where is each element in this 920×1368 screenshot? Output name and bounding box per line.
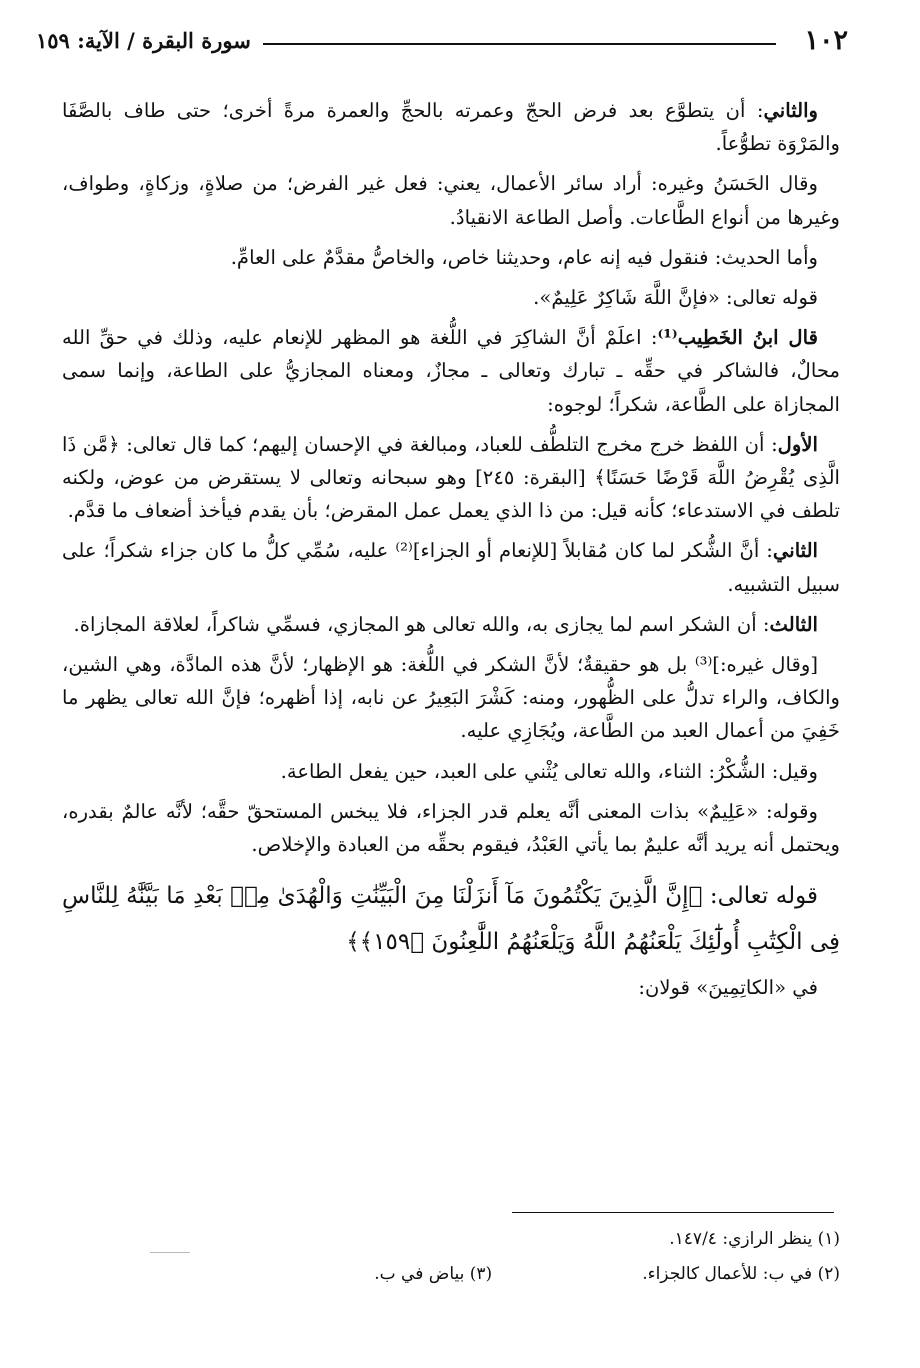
page-number: ١٠٢ bbox=[804, 24, 848, 56]
page-header bbox=[36, 20, 848, 60]
paragraph-lead: والثاني bbox=[763, 99, 818, 122]
paragraph bbox=[62, 755, 840, 788]
paragraph-text: وقوله: «عَلِيمٌ» بذات المعنى أنَّه يعلم قدر الجزاء، فلا يبخس المستحقّ حقَّه؛ لأنَّه عالمٌ بقدره، ويحتمل أنه يريد أنَّه عليمٌ بما يأتي العَبْدُ، فيقوم بحقِّه من العبادة والإخلاص. bbox=[62, 799, 840, 857]
surah-title: سورة البقرة / الآية: ١٥٩ bbox=[36, 27, 251, 53]
paragraph bbox=[62, 795, 840, 861]
paragraph-text: قوله تعالى: «فإنَّ اللَّهَ شَاكِرٌ عَلِيمٌ». bbox=[533, 286, 818, 310]
verse-intro: قوله تعالى: bbox=[702, 883, 818, 910]
footnote-rule bbox=[512, 1212, 834, 1213]
paragraph-text: : أنَّ الشُّكر لما كان مُقابلاً [للإنعام أو الجزاء]⁽²⁾ عليه، سُمِّي كلُّ ما كان جزاء شكراً؛ على سبيل التشبيه. bbox=[62, 539, 840, 596]
paragraph bbox=[62, 167, 840, 233]
footnote-1: (١) ينظر الرازي: ١٤٧/٤. bbox=[669, 1229, 840, 1249]
footnote-row bbox=[200, 1257, 840, 1292]
paragraph-lead: الأول bbox=[777, 432, 818, 456]
paragraph bbox=[62, 648, 840, 748]
paragraph bbox=[62, 94, 840, 160]
paragraph bbox=[62, 321, 840, 421]
paragraph-text: وأما الحديث: فنقول فيه إنه عام، وحديثنا خاص، والخاصُّ مقدَّمٌ على العامِّ. bbox=[230, 245, 818, 269]
paragraph-lead: قال ابنُ الخَطِيب⁽¹⁾ bbox=[657, 326, 819, 350]
header-rule bbox=[263, 43, 777, 45]
footnotes bbox=[200, 1222, 840, 1292]
paragraph-text: وقيل: الشُّكْرُ: الثناء، والله تعالى يُثْني على العبد، حين يفعل الطاعة. bbox=[280, 759, 818, 783]
paragraph-text: : أن الشكر اسم لما يجازى به، والله تعالى هو المجازي، فسمِّي شاكراً، لعلاقة المجازاة. bbox=[73, 612, 770, 636]
scan-mark bbox=[150, 1252, 190, 1253]
footnote-3: (٣) بياض في ب. bbox=[374, 1264, 493, 1284]
paragraph-text: : اعلَمْ أنَّ الشاكِرَ في اللُّغة هو المظهر للإنعام عليه، وذلك في حقِّ الله محالٌ، فالشاكر في حقِّه ـ تبارك وتعالى ـ مجازٌ، ومعناه المجازيُّ على الطاعة، وإنما سمى المجازاة على الطَّاعة، شكراً؛ لوجوه: bbox=[62, 326, 840, 416]
paragraph bbox=[62, 428, 840, 528]
paragraph bbox=[62, 241, 840, 274]
footnote-row bbox=[200, 1222, 840, 1257]
paragraph-text: : أن اللفظ خرج مخرج التلطُّف للعباد، ومبالغة في الإحسان إليهم؛ كما قال تعالى: ﴿مَّن ذَا الَّذِى يُقْرِضُ اللَّهَ قَرْضًا حَسَنًا﴾ [البقرة: ٢٤٥] وهو سبحانه وتعالى لا يستقرض من عوض، ولكنه تلطف في الاستدعاء؛ كأنه قيل: من ذا الذي يعمل عمل المقرض؛ بأن يقدم فيأخذ أضعاف ما قدَّم. bbox=[62, 432, 840, 523]
paragraph-lead: الثالث bbox=[769, 612, 818, 636]
paragraph-lead: الثاني bbox=[772, 539, 818, 563]
closing-line: في «الكاتِمِينَ» قولان: bbox=[638, 976, 818, 1000]
paragraph-text: وقال الحَسَنُ وغيره: أراد سائر الأعمال، يعني: فعل غير الفرض؛ من صلاةٍ، وزكاةٍ، وطواف، وغيرها من أنواع الطَّاعات. وأصل الطاعة الانقيادُ. bbox=[62, 172, 840, 229]
verse-text: ﴿إِنَّ الَّذِينَ يَكْتُمُونَ مَآ أَنزَلْنَا مِنَ الْبَيِّنَٰتِ وَالْهُدَىٰ مِنۢ بَعْدِ مَا بَيَّنَّٰهُ لِلنَّاسِ فِى الْكِتَٰبِ أُولَٰٓئِكَ يَلْعَنُهُمُ اللَّهُ وَيَلْعَنُهُمُ اللَّٰعِنُونَ ﴿١٥٩﴾﴾ bbox=[62, 883, 840, 956]
paragraph bbox=[62, 534, 840, 600]
footnote-2: (٢) في ب: للأعمال كالجزاء. bbox=[642, 1264, 840, 1284]
quran-verse bbox=[62, 873, 840, 965]
paragraph bbox=[62, 608, 840, 641]
paragraph-text: : أن يتطوَّع بعد فرض الحجّ وعمرته بالحجِّ والعمرة مرةً أخرى؛ حتى طاف بالصَّفَا والمَرْوَة تطوُّعاً. bbox=[62, 99, 840, 156]
paragraph bbox=[62, 281, 840, 314]
paragraph-text: [وقال غيره:]⁽³⁾ بل هو حقيقةٌ؛ لأنَّ الشكر في اللُّغة: هو الإظهار؛ لأنَّ هذه المادَّة، وهي الشين، والكاف، والراء تدلُّ على الظُّهور، ومنه: كَشْرَ البَعِيرُ عن نابه، إذا أظهره؛ فإنَّ الله تعالى يظهر ما خَفِيَ من أعمال العبد من الطَّاعة، ويُجَازِي عليه. bbox=[62, 653, 840, 743]
main-text bbox=[62, 94, 840, 1011]
